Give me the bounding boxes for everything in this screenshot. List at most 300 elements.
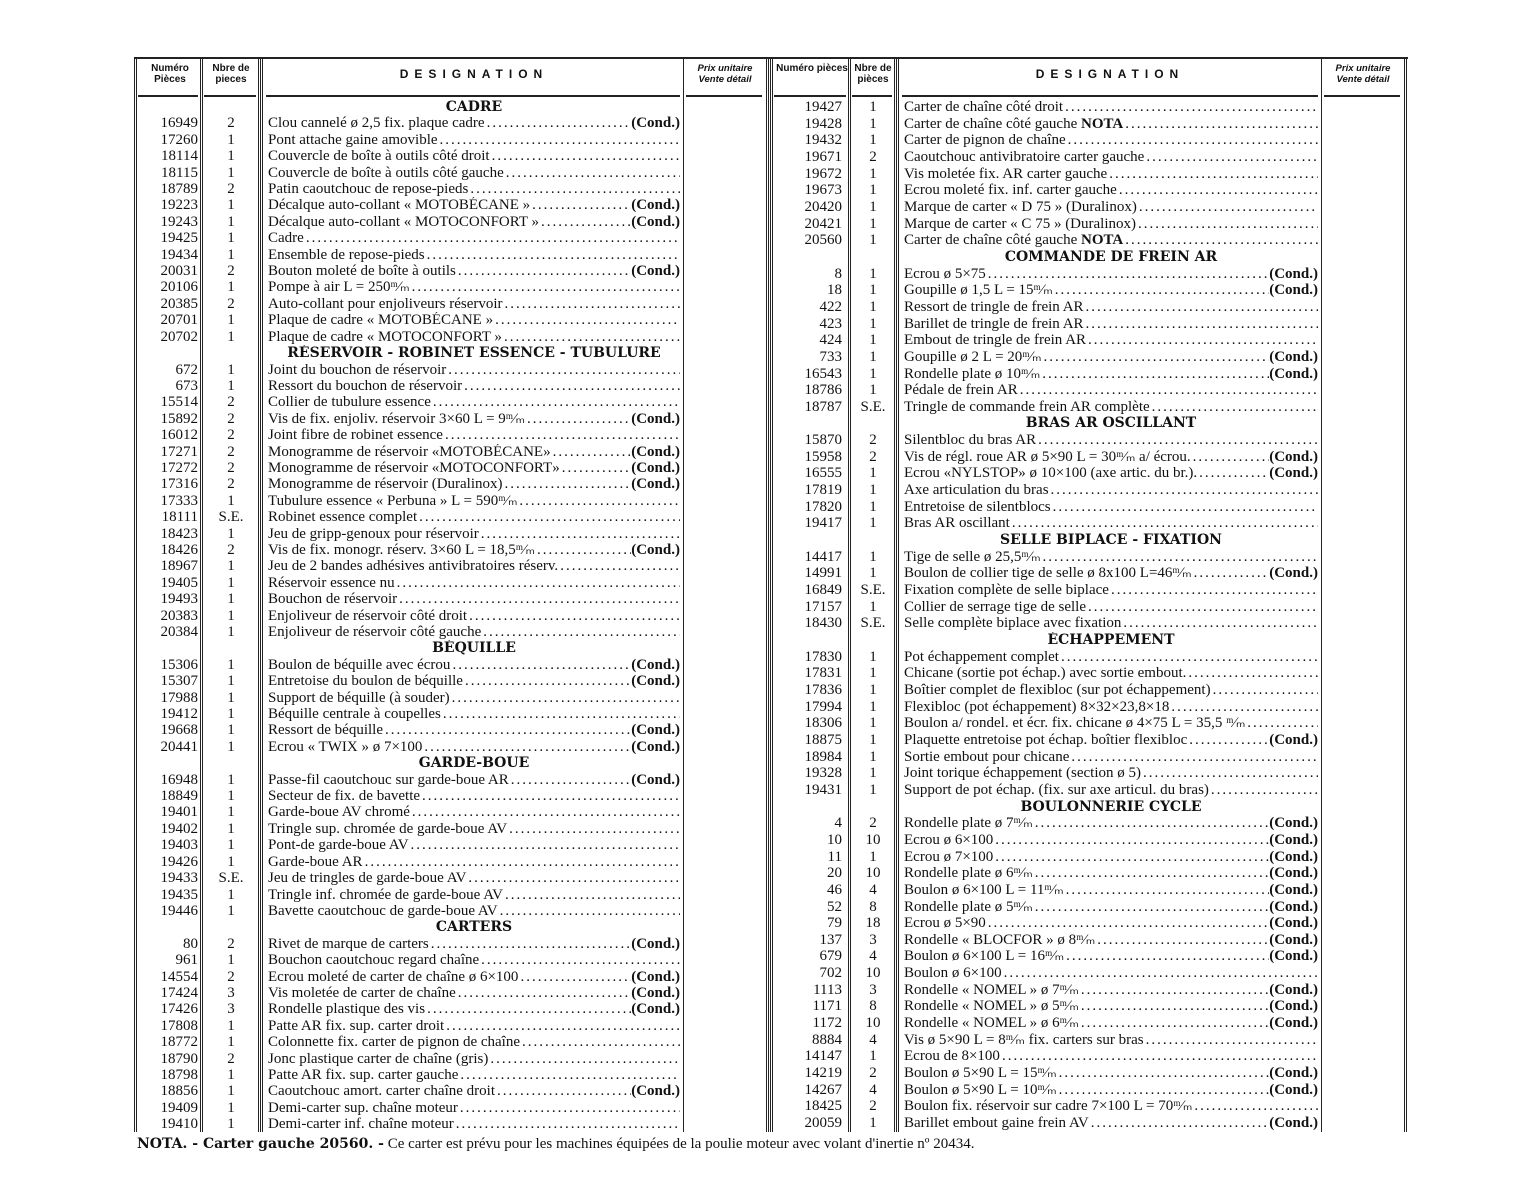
designation xyxy=(904,1065,1318,1082)
designation xyxy=(904,782,1318,799)
quantity: 1 xyxy=(869,1048,877,1065)
table-row xyxy=(770,982,1408,999)
table-row xyxy=(770,582,1408,599)
cond-tag: (Cond.) xyxy=(1269,865,1318,882)
part-number: 1113 xyxy=(813,981,842,998)
cond-tag: (Cond.) xyxy=(631,263,680,280)
section-title: CADRE xyxy=(445,99,503,115)
designation-text: Jeu de tringles de garde-boue AV xyxy=(268,870,467,887)
dot-leader xyxy=(485,115,632,131)
part-number: 19402 xyxy=(160,820,198,837)
section-heading xyxy=(134,755,770,771)
quantity: 3 xyxy=(227,1001,235,1018)
section-heading xyxy=(770,249,1408,266)
quantity: 1 xyxy=(227,246,235,263)
quantity: 1 xyxy=(869,681,877,698)
designation-text: Carter de chaîne côté gauche NOTA xyxy=(904,232,1124,249)
table-row xyxy=(770,182,1408,199)
dot-leader xyxy=(520,1034,680,1050)
dot-leader xyxy=(1089,1115,1270,1132)
table-row xyxy=(770,266,1408,283)
table-row xyxy=(134,706,770,722)
designation xyxy=(904,316,1318,333)
dot-leader xyxy=(446,362,680,378)
part-number: 672 xyxy=(175,361,198,378)
quantity: 3 xyxy=(869,931,877,948)
part-number: 20441 xyxy=(160,738,198,755)
part-number: 8 xyxy=(834,265,842,282)
table-row xyxy=(134,1083,770,1099)
designation xyxy=(904,166,1318,183)
quantity: 4 xyxy=(869,1081,877,1098)
part-number: 16949 xyxy=(160,115,198,132)
part-number: 18114 xyxy=(161,148,198,165)
cond-tag: (Cond.) xyxy=(1269,565,1318,582)
dot-leader xyxy=(509,772,631,788)
designation-text: Vis ø 5×90 L = 8ᵐ⁄ₘ fix. carters sur bras xyxy=(904,1031,1144,1048)
section-heading xyxy=(770,532,1408,549)
designation xyxy=(904,116,1318,133)
dot-leader xyxy=(1121,615,1318,632)
designation xyxy=(268,362,680,378)
designation-text: Goupille ø 2 L = 20ᵐ⁄ₘ xyxy=(904,348,1042,365)
dot-leader xyxy=(1136,216,1318,233)
designation-text: Demi-carter inf. chaîne moteur xyxy=(268,1116,454,1133)
cond-tag: (Cond.) xyxy=(1269,898,1318,915)
dot-leader xyxy=(1245,715,1318,732)
designation xyxy=(268,427,680,443)
table-row xyxy=(134,673,770,689)
dot-leader xyxy=(1079,998,1269,1015)
dot-leader xyxy=(444,1018,680,1034)
quantity: 1 xyxy=(227,1034,235,1051)
cond-tag: (Cond.) xyxy=(631,1083,680,1100)
designation xyxy=(268,214,680,230)
dot-leader xyxy=(1123,232,1318,249)
part-number: 702 xyxy=(819,965,842,982)
dot-leader xyxy=(1040,366,1269,383)
quantity: 1 xyxy=(869,648,877,665)
table-row xyxy=(770,1098,1408,1115)
designation-text: Marque de carter « C 75 » (Duralinox) xyxy=(904,215,1137,232)
part-number: 10 xyxy=(827,831,842,848)
section-title: RÉSERVOIR - ROBINET ESSENCE - TUBULURE xyxy=(287,345,661,362)
quantity: 1 xyxy=(869,848,877,865)
part-number: 16543 xyxy=(804,365,842,382)
dot-leader xyxy=(1197,465,1269,482)
designation xyxy=(268,230,680,246)
part-number: 16555 xyxy=(804,465,842,482)
dot-leader xyxy=(495,1083,631,1099)
dot-leader xyxy=(1033,899,1269,916)
cond-tag: (Cond.) xyxy=(631,410,680,427)
table-row xyxy=(770,882,1408,899)
dot-leader xyxy=(383,722,631,738)
designation-text: Rondelle « NOMEL » ø 5ᵐ⁄ₘ xyxy=(904,998,1079,1015)
table-row xyxy=(770,515,1408,532)
designation-text: Sortie embout pour chicane xyxy=(904,748,1070,765)
section-title: BRAS AR OSCILLANT xyxy=(1025,415,1197,432)
quantity: 1 xyxy=(227,771,235,788)
quantity: 2 xyxy=(227,263,235,280)
designation xyxy=(904,482,1318,499)
section-heading xyxy=(134,99,770,115)
cond-tag: (Cond.) xyxy=(1269,265,1318,282)
designation-text: Rondelle « BLOCFOR » ø 8ᵐ⁄ₘ xyxy=(904,931,1096,948)
quantity: 1 xyxy=(869,515,877,532)
part-number: 19409 xyxy=(160,1099,198,1116)
dot-leader xyxy=(507,821,680,837)
dot-leader xyxy=(1144,1032,1318,1049)
designation-text: Rondelle « NOMEL » ø 7ᵐ⁄ₘ xyxy=(904,981,1079,998)
quantity: 1 xyxy=(227,673,235,690)
table-row xyxy=(134,1116,770,1132)
table-row xyxy=(134,772,770,788)
part-number: 15514 xyxy=(160,394,198,411)
designation-text: Flexibloc (pot échappement) 8×32×23,8×18 xyxy=(904,698,1170,715)
designation xyxy=(904,266,1318,283)
quantity: 1 xyxy=(869,565,877,582)
part-number: 19433 xyxy=(160,870,198,887)
table-row xyxy=(770,432,1408,449)
designation xyxy=(904,565,1318,582)
part-number: 19405 xyxy=(160,574,198,591)
designation xyxy=(904,132,1318,149)
header-qty: Nbre de pièces xyxy=(854,63,892,85)
quantity: 1 xyxy=(869,498,877,515)
dot-leader xyxy=(481,624,680,640)
cond-tag: (Cond.) xyxy=(1269,1115,1318,1132)
designation xyxy=(904,99,1318,116)
quantity: 1 xyxy=(227,525,235,542)
dot-leader xyxy=(1063,99,1318,116)
table-row xyxy=(134,804,770,820)
table-row xyxy=(134,329,770,345)
dot-leader xyxy=(1041,549,1318,566)
quantity: 4 xyxy=(869,948,877,965)
part-number: 19431 xyxy=(804,781,842,798)
quantity: S.E. xyxy=(860,582,886,599)
designation xyxy=(268,624,680,640)
quantity: 1 xyxy=(869,715,877,732)
table-row xyxy=(134,526,770,542)
table-row xyxy=(770,99,1408,116)
designation xyxy=(904,899,1318,916)
designation xyxy=(904,465,1318,482)
designation-text: Ecrou «NYLSTOP» ø 10×100 (axe artic. du br.). xyxy=(904,465,1198,482)
part-number: 17820 xyxy=(804,498,842,515)
designation xyxy=(268,542,680,558)
table-row xyxy=(134,394,770,410)
part-number: 20384 xyxy=(160,624,198,640)
dot-leader xyxy=(1192,565,1270,582)
section-heading xyxy=(770,799,1408,816)
cond-tag: (Cond.) xyxy=(631,656,680,673)
dot-leader xyxy=(1107,166,1318,183)
part-number: 20420 xyxy=(804,198,842,215)
designation-text: Entretoise du boulon de béquille xyxy=(268,673,463,690)
cond-tag: (Cond.) xyxy=(1269,998,1318,1015)
quantity: 1 xyxy=(227,952,235,969)
quantity: 4 xyxy=(869,1031,877,1048)
quantity: 1 xyxy=(227,574,235,591)
quantity: 2 xyxy=(869,815,877,832)
part-number: 19412 xyxy=(160,706,198,723)
designation xyxy=(268,969,680,985)
quantity: 1 xyxy=(869,548,877,565)
designation xyxy=(268,132,680,148)
designation-text: Décalque auto-collant « MOTOBÉCANE » xyxy=(268,197,531,214)
designation-text: Couvercle de boîte à outils côté gauche xyxy=(268,164,504,181)
part-number: 137 xyxy=(819,931,842,948)
quantity: 1 xyxy=(227,624,235,640)
quantity: 8 xyxy=(869,898,877,915)
part-number: 1172 xyxy=(812,1015,842,1032)
dot-leader xyxy=(503,476,632,492)
dot-leader xyxy=(1064,948,1269,965)
dot-leader xyxy=(1150,399,1318,416)
designation-text: Caoutchouc antivibratoire carter gauche xyxy=(904,148,1145,165)
dot-leader xyxy=(1079,982,1269,999)
part-number: 18984 xyxy=(804,748,842,765)
designation xyxy=(904,1115,1318,1132)
designation xyxy=(268,1051,680,1067)
part-number: 18967 xyxy=(160,558,198,575)
part-number: 17271 xyxy=(160,443,198,460)
section-heading xyxy=(134,640,770,656)
table-row xyxy=(134,247,770,263)
table-row xyxy=(134,985,770,1001)
part-number: 4 xyxy=(834,815,842,832)
quantity: 1 xyxy=(869,332,877,349)
quantity: 2 xyxy=(227,115,235,132)
designation xyxy=(268,854,680,870)
designation xyxy=(268,197,680,213)
part-number: 17424 xyxy=(160,984,198,1001)
part-number: 16012 xyxy=(160,427,198,444)
designation-text: Ecrou moleté de carter de chaîne ø 6×100 xyxy=(268,968,519,985)
header-designation: DESIGNATION xyxy=(1035,67,1185,81)
designation-text: Boulon ø 6×100 L = 16ᵐ⁄ₘ xyxy=(904,948,1065,965)
quantity: 1 xyxy=(227,738,235,755)
designation-text: Carter de chaîne côté gauche NOTA xyxy=(904,115,1124,132)
designation xyxy=(268,1100,680,1116)
quantity: 1 xyxy=(227,656,235,673)
designation xyxy=(904,232,1318,249)
dot-leader xyxy=(467,608,680,624)
section-heading xyxy=(770,415,1408,432)
cond-tag: (Cond.) xyxy=(631,459,680,476)
quantity: 1 xyxy=(227,837,235,854)
part-number: 19328 xyxy=(804,765,842,782)
quantity: 3 xyxy=(869,981,877,998)
table-row xyxy=(134,115,770,131)
part-number: 17157 xyxy=(804,598,842,615)
dot-leader xyxy=(1053,282,1269,299)
table-row xyxy=(134,444,770,460)
table-row xyxy=(770,665,1408,682)
designation-text: Collier de tubulure essence xyxy=(268,394,431,411)
designation xyxy=(904,1048,1318,1065)
quantity: 18 xyxy=(865,915,881,932)
table-row xyxy=(770,216,1408,233)
designation xyxy=(268,673,680,689)
quantity: 10 xyxy=(865,831,881,848)
designation-text: Pont attache gaine amovible xyxy=(268,131,438,148)
designation-text: Pont-de garde-boue AV xyxy=(268,837,409,854)
part-number: 19403 xyxy=(160,837,198,854)
part-number: 733 xyxy=(819,348,842,365)
designation xyxy=(268,476,680,492)
designation-text: Joint fibre de robinet essence xyxy=(268,427,443,444)
quantity: 2 xyxy=(227,459,235,476)
table-row xyxy=(134,411,770,427)
designation-text: Plaque de cadre « MOTOBÉCANE » xyxy=(268,312,494,329)
table-row xyxy=(134,739,770,755)
designation-text: Goupille ø 1,5 L = 15ᵐ⁄ₘ xyxy=(904,282,1053,299)
designation xyxy=(904,765,1318,782)
header-qty: Nbre de pieces xyxy=(212,63,250,85)
designation xyxy=(268,378,680,394)
designation xyxy=(268,493,680,509)
designation xyxy=(268,247,680,263)
designation-text: Rivet de marque de carters xyxy=(268,935,429,952)
designation xyxy=(904,948,1318,965)
dot-leader xyxy=(456,985,631,1001)
part-number: 20385 xyxy=(160,295,198,312)
part-number: 424 xyxy=(819,332,842,349)
quantity: 1 xyxy=(227,558,235,575)
designation-text: Chicane (sortie pot échap.) avec sortie embout. xyxy=(904,665,1187,682)
designation xyxy=(904,649,1318,666)
table-row xyxy=(770,382,1408,399)
designation-text: Jeu de 2 bandes adhésives antivibratoires réserv. xyxy=(268,558,559,575)
quantity: 1 xyxy=(869,765,877,782)
dot-leader xyxy=(1064,882,1270,899)
designation-text: Selle complète biplace avec fixation xyxy=(904,615,1122,632)
dot-leader xyxy=(1057,1082,1270,1099)
designation-text: Pompe à air L = 250ᵐ⁄ₘ xyxy=(268,279,410,296)
dot-leader xyxy=(363,854,680,870)
dot-leader xyxy=(410,279,680,295)
part-number: 18772 xyxy=(160,1034,198,1051)
section-heading xyxy=(134,345,770,361)
part-number: 19493 xyxy=(160,591,198,608)
dot-leader xyxy=(458,1100,680,1116)
table-row xyxy=(770,765,1408,782)
designation-text: Tubulure essence « Perbuna » L = 590ᵐ⁄ₘ xyxy=(268,492,518,509)
designation xyxy=(904,732,1318,749)
designation xyxy=(268,558,680,574)
table-row xyxy=(134,936,770,952)
dot-leader xyxy=(1109,582,1318,599)
table-row xyxy=(134,903,770,919)
table-row xyxy=(134,969,770,985)
quantity: 1 xyxy=(227,902,235,919)
footer-note-text: Ce carter est prévu pour les machines équipées de la poulie moteur avec volant d'inertie nº 20434. xyxy=(383,1136,975,1152)
designation xyxy=(904,715,1318,732)
dot-leader xyxy=(463,673,631,689)
part-number: 18430 xyxy=(804,615,842,632)
part-number: 18426 xyxy=(160,541,198,558)
dot-leader xyxy=(1117,182,1318,199)
quantity: 2 xyxy=(227,443,235,460)
quantity: 1 xyxy=(869,598,877,615)
table-row xyxy=(134,312,770,328)
designation-text: Boulon de béquille avec écrou xyxy=(268,656,451,673)
designation-text: Vis moletée de carter de chaîne xyxy=(268,984,456,1001)
designation-text: Boulon de collier tige de selle ø 8x100 L=46ᵐ⁄ₘ xyxy=(904,565,1192,582)
part-number: 15958 xyxy=(804,448,842,465)
table-row xyxy=(134,230,770,246)
designation xyxy=(268,1116,680,1132)
dot-leader xyxy=(468,181,680,197)
dot-leader xyxy=(1095,932,1269,949)
part-number: 14147 xyxy=(804,1048,842,1065)
part-number: 19223 xyxy=(160,197,198,214)
designation-text: Axe articulation du bras xyxy=(904,482,1049,499)
designation-text: Clou cannelé ø 2,5 fix. plaque cadre xyxy=(268,115,485,132)
section-title: SELLE BIPLACE - FIXATION xyxy=(1000,532,1222,549)
quantity: 1 xyxy=(227,148,235,165)
part-number: 20421 xyxy=(804,215,842,232)
designation-text: Demi-carter sup. chaîne moteur xyxy=(268,1099,458,1116)
designation-text: Boulon ø 6×100 xyxy=(904,965,1002,982)
designation-text: Tringle inf. chromée de garde-boue AV xyxy=(268,886,503,903)
designation xyxy=(268,575,680,591)
quantity: 10 xyxy=(865,1015,881,1032)
dot-leader xyxy=(558,558,680,574)
table-row xyxy=(770,649,1408,666)
part-number: 19428 xyxy=(804,115,842,132)
designation xyxy=(904,998,1318,1015)
dot-leader xyxy=(1049,482,1318,499)
designation xyxy=(268,657,680,673)
quantity: 1 xyxy=(227,689,235,706)
table-row xyxy=(770,299,1408,316)
designation xyxy=(268,165,680,181)
part-number: 17994 xyxy=(804,698,842,715)
cond-tag: (Cond.) xyxy=(1269,931,1318,948)
part-number: 18 xyxy=(827,282,842,299)
dot-leader xyxy=(1084,316,1318,333)
table-row xyxy=(770,865,1408,882)
quantity: 1 xyxy=(869,365,877,382)
table-row xyxy=(770,915,1408,932)
designation-text: Bouchon de réservoir xyxy=(268,591,398,608)
header-price: Prix unitaire Vente détail xyxy=(1335,63,1391,85)
table-row xyxy=(134,493,770,509)
dot-leader xyxy=(1033,815,1269,832)
designation-text: Tringle de commande frein AR complète xyxy=(904,398,1150,415)
designation-text: Monogramme de réservoir (Duralinox) xyxy=(268,476,503,493)
quantity: 1 xyxy=(869,232,877,249)
table-row xyxy=(134,181,770,197)
table-row xyxy=(770,1015,1408,1032)
dot-leader xyxy=(438,132,680,148)
table-row xyxy=(134,542,770,558)
table-row xyxy=(770,932,1408,949)
table-row xyxy=(134,165,770,181)
cond-tag: (Cond.) xyxy=(631,673,680,690)
dot-leader xyxy=(1069,749,1318,766)
dot-leader xyxy=(517,493,680,509)
designation-text: Vis de fix. monogr. réserv. 3×60 L = 18,5ᵐ⁄ₘ xyxy=(268,541,535,558)
cond-tag: (Cond.) xyxy=(1269,731,1318,748)
quantity: 1 xyxy=(869,315,877,332)
dot-leader xyxy=(1211,682,1318,699)
designation-text: Barillet embout gaine frein AV xyxy=(904,1115,1089,1132)
